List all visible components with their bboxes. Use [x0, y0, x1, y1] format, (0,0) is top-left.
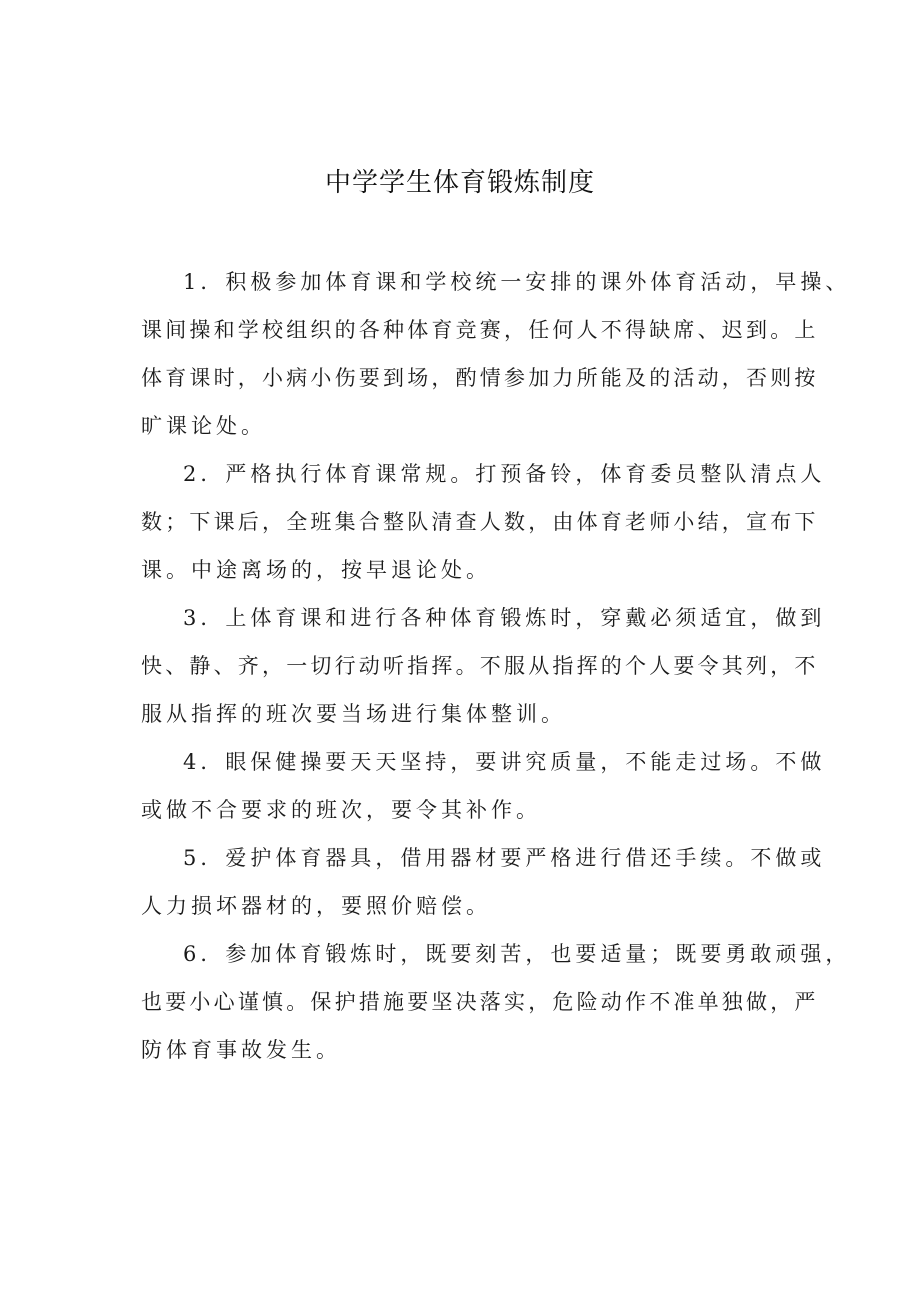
- paragraph-line: 防体育事故发生。: [141, 1038, 341, 1062]
- paragraph-line: 4．眼保健操要天天坚持，要讲究质量，不能走过场。不做: [183, 750, 826, 774]
- paragraph-line: 旷课论处。: [141, 414, 266, 438]
- document-body: [141, 258, 851, 1074]
- paragraph-line: 2．严格执行体育课常规。打预备铃，体育委员整队清点人: [183, 462, 826, 486]
- paragraph-4: [141, 738, 826, 834]
- paragraph-5: [141, 834, 826, 930]
- paragraph-line: 课。中途离场的，按早退论处。: [141, 558, 491, 582]
- paragraph-line: 课间操和学校组织的各种体育竞赛，任何人不得缺席、迟到。上: [141, 318, 819, 342]
- paragraph-line: 6．参加体育锻炼时，既要刻苦，也要适量；既要勇敢顽强，: [183, 942, 851, 966]
- paragraph-line: 数；下课后，全班集合整队清查人数，由体育老师小结，宣布下: [141, 510, 819, 534]
- paragraph-6: [141, 930, 851, 1074]
- document-title: 中学学生体育锻炼制度: [324, 168, 595, 198]
- paragraph-line: 3．上体育课和进行各种体育锻炼时，穿戴必须适宜，做到: [183, 606, 826, 630]
- paragraph-line: 或做不合要求的班次，要令其补作。: [141, 798, 541, 822]
- paragraph-line: 人力损坏器材的，要照价赔偿。: [141, 894, 491, 918]
- paragraph-line: 1．积极参加体育课和学校统一安排的课外体育活动，早操、: [183, 270, 851, 294]
- paragraph-line: 也要小心谨慎。保护措施要坚决落实，危险动作不准单独做，严: [141, 990, 819, 1014]
- paragraph-line: 5．爱护体育器具，借用器材要严格进行借还手续。不做或: [183, 846, 826, 870]
- paragraph-line: 体育课时，小病小伤要到场，酌情参加力所能及的活动，否则按: [141, 366, 819, 390]
- paragraph-1: [141, 258, 851, 450]
- paragraph-3: [141, 594, 826, 738]
- paragraph-2: [141, 450, 826, 594]
- paragraph-line: 服从指挥的班次要当场进行集体整训。: [141, 702, 566, 726]
- paragraph-line: 快、静、齐，一切行动听指挥。不服从指挥的个人要令其列，不: [141, 654, 819, 678]
